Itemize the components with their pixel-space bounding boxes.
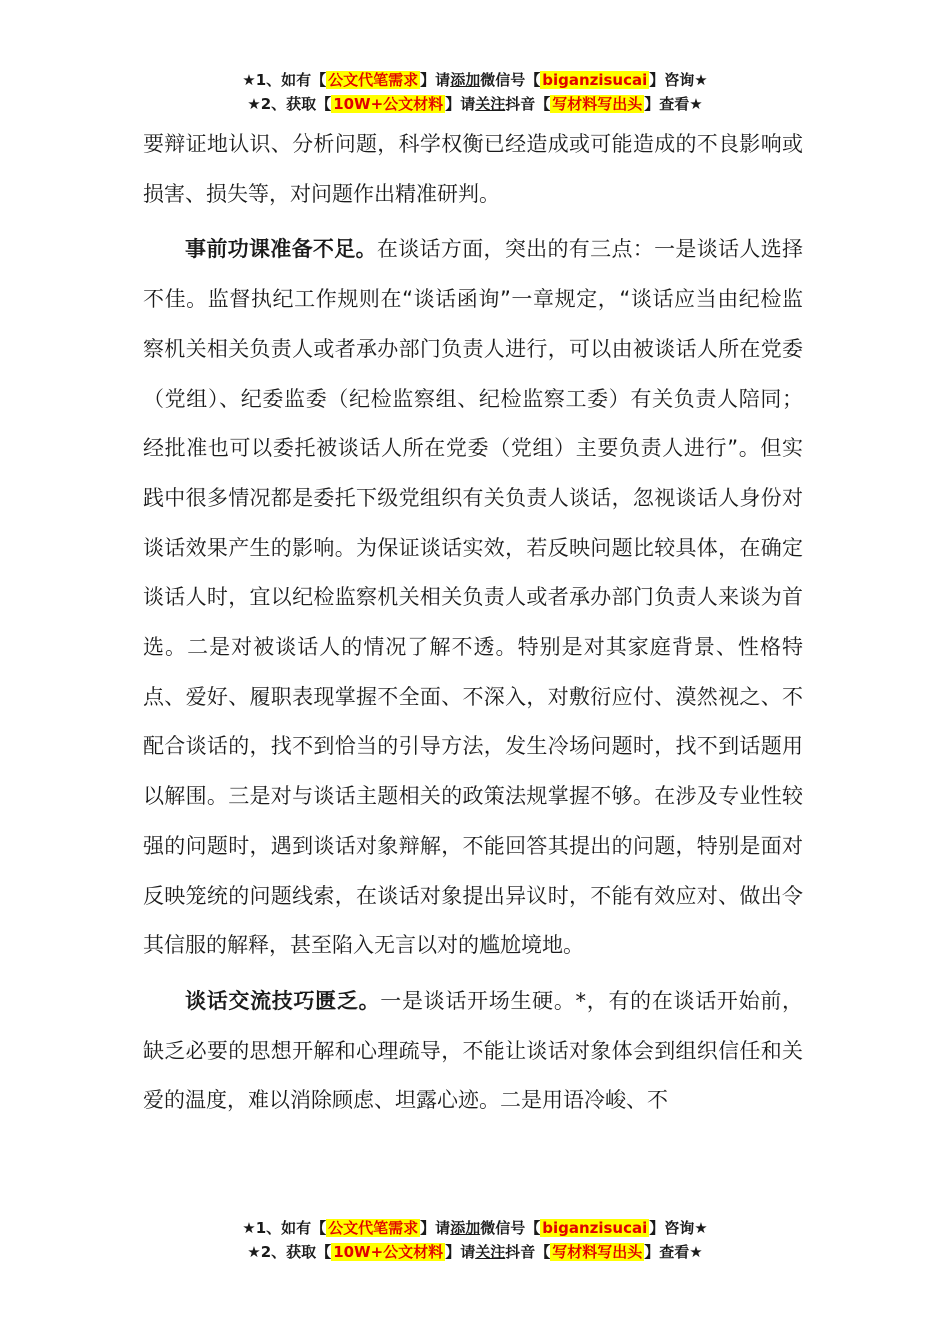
banner-text: ★1、如有【: [242, 1219, 327, 1237]
paragraph-2-lead: 事前功课准备不足。: [185, 237, 377, 262]
banner-text: 微信号【: [480, 71, 541, 89]
banner-text: 】请: [445, 95, 476, 113]
banner-text: 】咨询★: [649, 71, 708, 89]
banner-highlight: 公文代笔需求: [328, 1219, 419, 1237]
paragraph-1: 要辩证地认识、分析问题，科学权衡已经造成或可能造成的不良影响或损害、损失等，对问题作出精准研判。: [143, 132, 803, 206]
banner-highlight: 公文代笔需求: [328, 71, 419, 89]
banner-text: ★1、如有【: [242, 71, 327, 89]
banner-text: 抖音【: [505, 95, 551, 113]
banner-highlight: biganzisucai: [542, 71, 648, 89]
banner-line-1: [0, 68, 950, 92]
banner-highlight: biganzisucai: [542, 1219, 648, 1237]
banner-underlined: 添加: [450, 71, 481, 89]
banner-text: 】查看★: [644, 95, 703, 113]
footer-banner: [0, 1216, 950, 1264]
banner-line-2: [0, 92, 950, 116]
banner-underlined: 关注: [475, 95, 506, 113]
paragraph-2-text: 在谈话方面，突出的有三点：一是谈话人选择不佳。监督执纪工作规则在“谈话函询”一章规定，“谈话应当由纪检监察机关相关负责人或者承办部门负责人进行，可以由被谈话人所在党委（党组）、纪委监委（纪检监察组、纪检监察工委）有关负责人陪同；经批准也可以委托被谈话人所在党委（党组）主要负责人进行”。但实践中很多情况都是委托下级党组织有关负责人谈话，忽视谈话人身份对谈话效果产生的影响。为保证谈话实效，若反映问题比较具体，在确定谈话人时，宜以纪检监察机关相关负责人或者承办部门负责人来谈为首选。二是对被谈话人的情况了解不透。特别是对其家庭背景、性格特点、爱好、履职表现掌握不全面、不深入，对敷衍应付、漠然视之、不配合谈话的，找不到恰当的引导方法，发生冷场问题时，找不到话题用以解围。三是对与谈话主题相关的政策法规掌握不够。在涉及专业性较强的问题时，遇到谈话对象辩解，不能回答其提出的问题，特别是面对反映笼统的问题线索，在谈话对象提出异议时，不能有效应对、做出令其信服的解释，甚至陷入无言以对的尴尬境地。: [143, 237, 804, 958]
banner-text: 】请: [445, 1243, 476, 1261]
banner-text: 】请: [420, 71, 451, 89]
banner-text: 微信号【: [480, 1219, 541, 1237]
banner-text: 抖音【: [505, 1243, 551, 1261]
banner-text: 】咨询★: [649, 1219, 708, 1237]
paragraph-2: [143, 225, 803, 971]
banner-underlined: 添加: [450, 1219, 481, 1237]
banner-text: 】查看★: [644, 1243, 703, 1261]
banner-highlight: 写材料写出头: [552, 95, 643, 113]
banner-highlight: 10W+公文材料: [333, 95, 444, 113]
banner-underlined: 关注: [475, 1243, 506, 1261]
banner-line-2: [0, 1240, 950, 1264]
banner-highlight: 写材料写出头: [552, 1243, 643, 1261]
paragraph-3-text: 一是谈话开场生硬。*，有的在谈话开始前，缺乏必要的思想开解和心理疏导，不能让谈话对象体会到组织信任和关爱的温度，难以消除顾虑、坦露心迹。二是用语冷峻、不: [143, 988, 804, 1113]
banner-text: ★2、获取【: [247, 95, 332, 113]
paragraph-3: [143, 977, 803, 1126]
header-banner: [0, 68, 950, 116]
banner-highlight: 10W+公文材料: [333, 1243, 444, 1261]
banner-text: ★2、获取【: [247, 1243, 332, 1261]
document-body: [143, 120, 803, 1132]
banner-line-1: [0, 1216, 950, 1240]
banner-text: 】请: [420, 1219, 451, 1237]
paragraph-3-lead: 谈话交流技巧匮乏。: [185, 988, 381, 1013]
